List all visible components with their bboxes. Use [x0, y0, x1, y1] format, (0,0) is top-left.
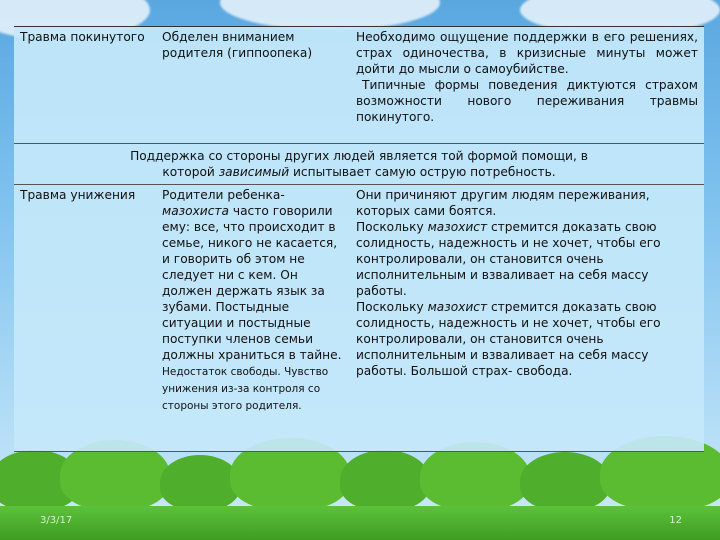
description-cell: [350, 185, 704, 451]
table-row: [14, 185, 704, 452]
description-paragraph: Они причиняют другим людям переживания, которых сами боятся.: [356, 188, 650, 218]
cause-cell: Родители ребенка-мазохиста часто говорили ему: все, что происходит в семье, никого не касается, и говорить об этом не следует ни с кем. Он должен держать язык за зубами. Постыдные ситуации и постыдные поступки членов семьи должны храниться в тайне. Недостаток свободы. Чувство унижения из-за контроля со стороны этого родителя.: [162, 188, 342, 412]
support-note-line: Поддержка со стороны других людей является той формой помощи, в: [130, 149, 588, 163]
description-paragraph: Необходимо ощущение поддержки в его решениях, страх одиночества, в кризисные минуты может дойти до мысли о самоубийстве.: [356, 30, 698, 76]
cause-note: Недостаток свободы. Чувство унижения из-за контроля со стороны этого родителя.: [162, 366, 329, 412]
table-row: [14, 27, 704, 144]
ground-decoration: [0, 460, 720, 540]
support-note: [14, 146, 704, 182]
description-paragraph: Поскольку мазохист стремится доказать свою солидность, надежность и не хочет, чтобы его контролировали, он становится очень исполнительным и взваливает на себя массу работы. Большой страх- свобода.: [356, 300, 661, 378]
cause-cell: Обделен вниманием родителя (гиппоопека): [162, 30, 313, 60]
slide-number: 12: [669, 515, 682, 526]
description-cell: [350, 27, 704, 143]
description-paragraph: Поскольку мазохист стремится доказать свою солидность, надежность и не хочет, чтобы его контролировали, он становится очень исполнительным и взваливает на себя массу работы.: [356, 220, 661, 298]
table-row: [14, 144, 704, 185]
slide-date: 3/3/17: [40, 515, 73, 526]
support-note-line: которой зависимый испытывает самую острую потребность.: [162, 165, 556, 179]
trauma-name-cell: Травма покинутого: [20, 30, 145, 44]
trauma-name-cell: Травма унижения: [20, 188, 136, 202]
content-table: [14, 26, 704, 452]
description-paragraph: Типичные формы поведения диктуются страхом возможности нового переживания травмы покинутого.: [356, 78, 698, 124]
